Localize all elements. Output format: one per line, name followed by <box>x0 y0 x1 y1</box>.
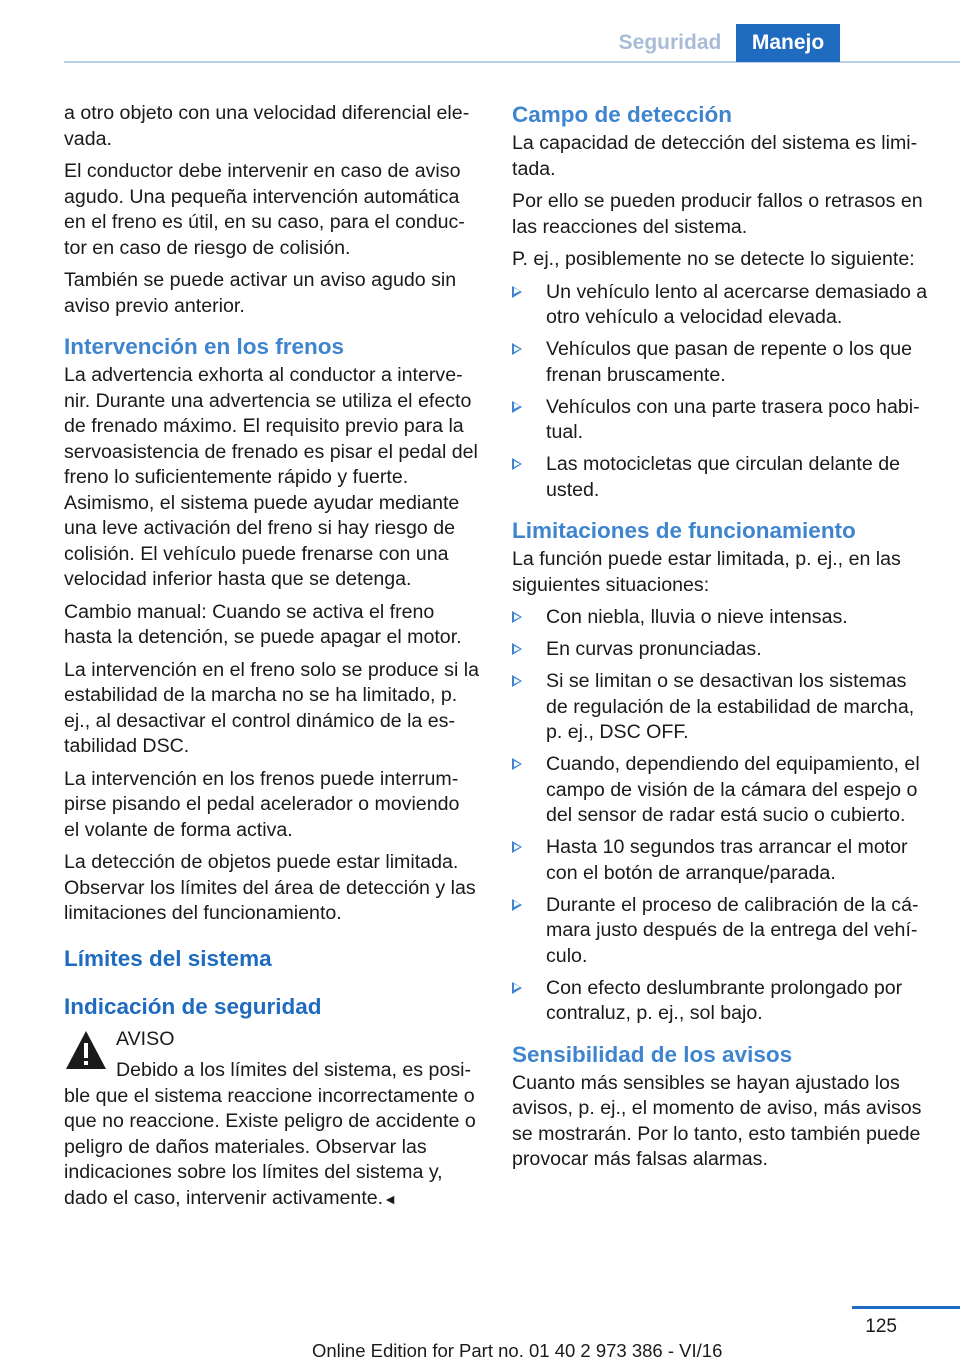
tab-manejo[interactable]: Manejo <box>736 24 840 62</box>
paragraph: Cambio manual: Cuando se activa el freno hasta la detención, se puede apagar el motor. <box>64 600 462 648</box>
triangle-bullet-icon <box>512 458 522 470</box>
page-number: 125 <box>865 1316 897 1337</box>
section-heading-indicacion: Indicación de seguridad <box>64 993 322 1019</box>
list-item <box>512 976 930 1027</box>
list-item <box>512 452 930 503</box>
tab-seguridad[interactable]: Seguridad <box>618 31 722 54</box>
triangle-bullet-icon <box>512 401 522 413</box>
left-column <box>64 101 480 1212</box>
list-item-text: Un vehículo lento al acercarse demasiado a otro vehículo a velocidad elevada. <box>546 280 928 328</box>
triangle-bullet-icon <box>512 286 522 298</box>
list-item <box>512 893 930 970</box>
warning-text <box>64 1058 480 1212</box>
end-mark: ◄ <box>383 1190 397 1207</box>
chapter-heading-limites: Límites del sistema <box>64 945 272 971</box>
paragraph: La intervención en los frenos puede interrumpirse pisando el pedal acelerador o moviendo el volante de forma activa. <box>64 767 460 841</box>
warning-triangle-icon <box>64 1029 108 1071</box>
list-item <box>512 605 930 631</box>
footer-rule <box>852 1306 960 1309</box>
warning-box <box>64 1027 480 1213</box>
paragraph: También se puede activar un aviso agudo sin aviso previo anterior. <box>64 269 457 317</box>
list-item-text: En curvas pronunciadas. <box>546 638 762 660</box>
paragraph: La detección de objetos puede estar limitada. Observar los límites del área de detección y las limitaciones del funcionamiento. <box>64 851 476 924</box>
list-item-text: Vehículos que pasan de repente o los que frenan bruscamente. <box>546 338 913 386</box>
triangle-bullet-icon <box>512 841 522 853</box>
list-item <box>512 669 930 746</box>
paragraph: Por ello se pueden producir fallos o retrasos en las reacciones del sistema. <box>512 190 923 238</box>
warning-text-body: Debido a los límites del sistema, es posible que el sistema reaccione incorrectamente o que no reaccione. Existe peligro de accidente o peligro de daños materiales. Observar las indicaciones sobre los límites del sistema y, dado el caso, intervenir activamente. <box>64 1059 476 1209</box>
paragraph: La capacidad de detección del sistema es limitada. <box>512 132 918 180</box>
list-item-text: Hasta 10 segundos tras arrancar el motor con el botón de arranque/parada. <box>546 836 908 884</box>
list-item-text: Las motocicletas que circulan delante de usted. <box>546 453 900 501</box>
triangle-bullet-icon <box>512 758 522 770</box>
section-heading-campo: Campo de detección <box>512 102 733 127</box>
right-column <box>512 101 930 1180</box>
detection-list <box>512 280 930 504</box>
section-heading-limitaciones: Limitaciones de funcionamiento <box>512 518 856 543</box>
list-item <box>512 337 930 388</box>
paragraph: P. ej., posiblemente no se detecte lo siguiente: <box>512 248 915 270</box>
warning-label: AVISO <box>116 1027 175 1050</box>
list-item <box>512 637 930 663</box>
section-heading-frenos: Intervención en los frenos <box>64 334 345 359</box>
list-item <box>512 280 930 331</box>
triangle-bullet-icon <box>512 982 522 994</box>
paragraph: La función puede estar limitada, p. ej., en las siguientes situaciones: <box>512 548 901 596</box>
list-item-text: Con efecto deslumbrante prolongado por contraluz, p. ej., sol bajo. <box>546 976 903 1024</box>
list-item <box>512 835 930 886</box>
triangle-bullet-icon <box>512 675 522 687</box>
paragraph: a otro objeto con una velocidad diferencial elevada. <box>64 102 470 150</box>
list-item <box>512 752 930 829</box>
paragraph: El conductor debe intervenir en caso de aviso agudo. Una pequeña intervención automática en el freno es útil, en su caso, para el conductor en caso de riesgo de colisión. <box>64 160 465 259</box>
paragraph: Cuanto más sensibles se hayan ajustado los avisos, p. ej., el momento de aviso, más avisos se mostrarán. Por lo tanto, esto también puede provocar más falsas alarmas. <box>512 1071 922 1170</box>
triangle-bullet-icon <box>512 343 522 355</box>
triangle-bullet-icon <box>512 899 522 911</box>
triangle-bullet-icon <box>512 643 522 655</box>
list-item-text: Durante el proceso de calibración de la cámara justo después de la entrega del vehículo. <box>546 893 919 967</box>
edition-line: Online Edition for Part no. 01 40 2 973 386 - VI/16 <box>312 1340 723 1361</box>
limitations-list <box>512 605 930 1027</box>
paragraph: La advertencia exhorta al conductor a intervenir. Durante una advertencia se utiliza el efecto de frenado máximo. El requisito previo para la servoasistencia de frenado es pisar el pedal del freno lo suficientemente rápido y fuerte. Asimismo, el sistema puede ayudar mediante una leve activación del freno si hay riesgo de colisión. El vehículo puede frenarse con una velocidad inferior hasta que se detenga. <box>64 364 478 590</box>
triangle-bullet-icon <box>512 611 522 623</box>
list-item-text: Si se limitan o se desactivan los sistemas de regulación de la estabilidad de marcha, p. ej., DSC OFF. <box>546 670 915 743</box>
list-item <box>512 395 930 446</box>
list-item-text: Con niebla, lluvia o nieve intensas. <box>546 606 848 628</box>
paragraph: La intervención en el freno solo se produce si la estabilidad de la marcha no se ha limitado, p. ej., al desactivar el control dinámico de la estabilidad DSC. <box>64 658 479 757</box>
section-heading-sensibilidad: Sensibilidad de los avisos <box>512 1041 793 1067</box>
list-item-text: Cuando, dependiendo del equipamiento, el campo de visión de la cámara del espejo o del sensor de radar está sucio o cubierto. <box>546 753 920 826</box>
list-item-text: Vehículos con una parte trasera poco habitual. <box>546 395 920 443</box>
